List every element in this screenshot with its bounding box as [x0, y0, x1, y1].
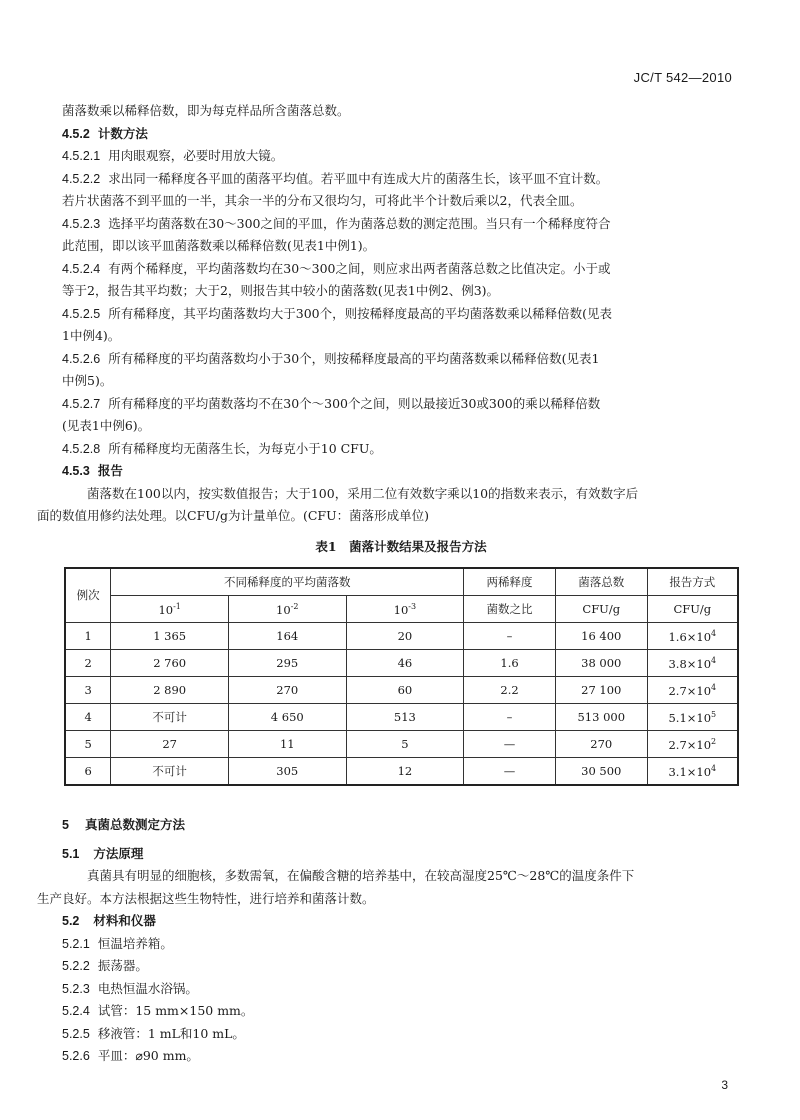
clause-5-2-2: 5.2.2 振荡器。 — [62, 958, 148, 973]
paragraph: 菌落数乘以稀释倍数，即为每克样品所含菌落总数。 — [62, 103, 350, 118]
header-avg-colonies: 不同稀释度的平均菌落数 — [111, 568, 464, 596]
clause-4-5-2-7: 4.5.2.7 所有稀释度的平均菌数落均不在30个～300个之间，则以最接近30或300的乘以稀释倍数 (见表1中例6)。 — [62, 395, 601, 433]
header-ratio-sub: 菌数之比 — [464, 596, 556, 623]
clause-4-5-2-1: 4.5.2.1 用肉眼观察，必要时用放大镜。 — [62, 148, 284, 163]
table-caption: 表1 菌落计数结果及报告方法 — [315, 538, 487, 554]
header-example: 例次 — [65, 568, 111, 623]
clause-4-5-2-3: 4.5.2.3 选择平均菌落数在30～300之间的平皿，作为菌落总数的测定范围。当只有一个稀释度符合 此范围，即以该平皿菌落数乘以稀释倍数(见表1中例1)。 — [62, 215, 611, 253]
table-row: 1 1 365 164 20 – 16 400 $1.6\times 10^4$ — [65, 623, 738, 650]
header-total-unit: CFU/g — [555, 596, 647, 623]
section-heading-5: 5 真菌总数测定方法 — [62, 817, 185, 832]
section-heading-4-5-2: 4.5.2 计数方法 — [62, 125, 148, 141]
clause-5-2-4: 5.2.4 试管：15 mm×150 mm。 — [62, 1003, 254, 1018]
header-total: 菌落总数 — [555, 568, 647, 596]
clause-4-5-2-6: 4.5.2.6 所有稀释度的平均菌落数均小于30个，则按稀释度最高的平均菌落数乘以稀释倍数(见表1 中例5)。 — [62, 350, 600, 388]
section-heading-5-1: 5.1 方法原理 — [62, 845, 144, 861]
clause-5-2-1: 5.2.1 恒温培养箱。 — [62, 935, 173, 951]
header-report: 报告方式 — [647, 568, 738, 596]
colony-count-table — [64, 567, 739, 786]
header-dilution-2: $10^{-2}$ — [228, 596, 346, 623]
header-report-unit: CFU/g — [647, 596, 738, 623]
report-paragraph: 菌落数在100以内，按实数值报告；大于100，采用二位有效数字乘以10的指数来表示，有效数字后 面的数值用修约法处理。以CFU/g为计量单位。(CFU：菌落形成单位) — [37, 485, 639, 523]
table-row: 5 27 11 5 — 270 $2.7\times 10^2$ — [65, 731, 738, 758]
table-row: 2 2 760 295 46 1.6 38 000 $3.8\times 10^4$ — [65, 650, 738, 677]
section-heading-4-5-3: 4.5.3 报告 — [62, 463, 123, 478]
table-row: 4 不可计 4 650 513 – 513 000 $5.1\times 10^5$ — [65, 704, 738, 731]
principle-paragraph: 真菌具有明显的细胞核，多数需氧，在偏酸含糖的培养基中，在较高湿度25℃～28℃的温度条件下 生产良好。本方法根据这些生物特性，进行培养和菌落计数。 — [37, 868, 635, 906]
clause-4-5-2-8: 4.5.2.8 所有稀释度均无菌落生长，为每克小于10 CFU。 — [62, 440, 382, 456]
header-ratio: 两稀释度 — [464, 568, 556, 596]
clause-5-2-6: 5.2.6 平皿：⌀90 mm。 — [62, 1048, 199, 1063]
clause-4-5-2-4: 4.5.2.4 有两个稀释度，平均菌落数均在30～300之间，则应求出两者菌落总数之比值决定。小于或 等于2，报告其平均数；大于2，则报告其中较小的菌落数(见表1中例2、例3)。 — [62, 260, 611, 298]
clause-4-5-2-2: 4.5.2.2 求出同一稀释度各平皿的菌落平均值。若平皿中有连成大片的菌落生长，该平皿不宜计数。 若片状菌落不到平皿的一半，其余一半的分布又很均匀，可将此半个计数后乘以2，代表全皿。 — [62, 170, 609, 208]
header-dilution-3: $10^{-3}$ — [346, 596, 464, 623]
page-number: 3 — [721, 1078, 728, 1092]
section-heading-5-2: 5.2 材料和仪器 — [62, 913, 156, 928]
clause-5-2-3: 5.2.3 电热恒温水浴锅。 — [62, 980, 198, 996]
clause-4-5-2-5: 4.5.2.5 所有稀释度，其平均菌落数均大于300个，则按稀释度最高的平均菌落数乘以稀释倍数(见表 1中例4)。 — [62, 305, 612, 343]
standard-number: JC/T 542—2010 — [633, 70, 732, 85]
table-row: 3 2 890 270 60 2.2 27 100 $2.7\times 10^4$ — [65, 677, 738, 704]
document-body — [37, 100, 740, 1068]
table-row: 6 不可计 305 12 — 30 500 $3.1\times 10^4$ — [65, 758, 738, 786]
header-dilution-1: $10^{-1}$ — [111, 596, 229, 623]
clause-5-2-5: 5.2.5 移液管：1 mL和10 mL。 — [62, 1025, 245, 1041]
